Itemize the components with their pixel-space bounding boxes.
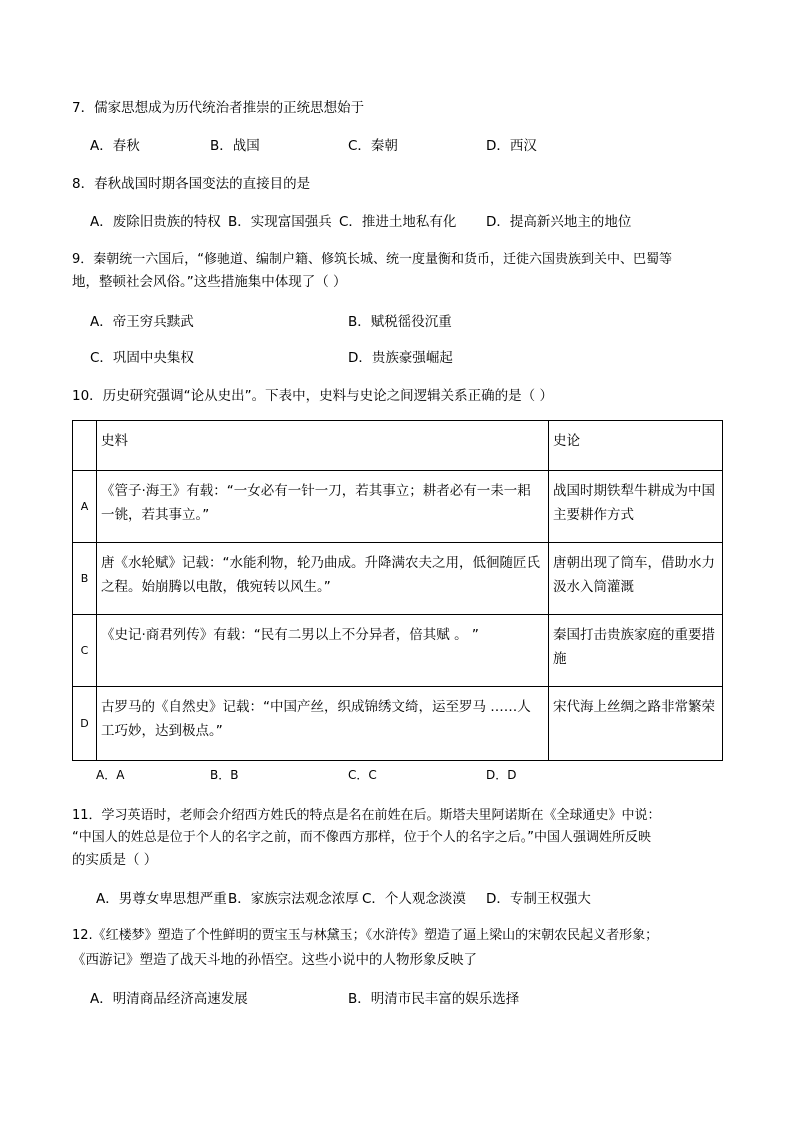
table-row-label: C [73,615,97,687]
question-12-stem-line-1: 12.《红楼梦》塑造了个性鲜明的贾宝玉与林黛玉；《水浒传》塑造了逼上梁山的宋朝农民起义者形象； [72,928,659,943]
table-row [73,615,723,687]
q11-option-c: C．个人观念淡漠 [362,891,466,907]
q9-option-a: A．帝王穷兵黩武 [90,314,194,330]
q10-option-a: A．A [96,768,125,782]
table-header-source: 史料 [97,421,549,471]
table-row [73,543,723,615]
table-header-row [73,421,723,471]
table-cell-source: 古罗马的《自然史》记载：“中国产丝，织成锦绣文绮，运至罗马 ……人工巧妙，达到极点。” [97,687,549,761]
table-cell-conclusion: 宋代海上丝绸之路非常繁荣 [549,687,723,761]
table-header-conclusion: 史论 [549,421,723,471]
q9-option-d: D．贵族豪强崛起 [348,350,453,366]
q10-option-b: B．B [210,768,239,782]
question-7-stem: 7．儒家思想成为历代统治者推崇的正统思想始于 [72,100,365,116]
question-8-stem: 8．春秋战国时期各国变法的直接目的是 [72,176,311,192]
q11-option-d: D．专制王权强大 [486,891,591,907]
q11-option-a: A．男尊女卑思想严重 [96,891,227,907]
question-9-stem-line-1: 9．秦朝统一六国后，“修驰道、编制户籍、修筑长城、统一度量衡和货币，迁徙六国贵族到关中、巴蜀等 [72,252,673,267]
table-row [73,471,723,543]
history-source-table [72,420,723,761]
q12-option-a: A．明清商品经济高速发展 [90,991,248,1007]
table-row-label: B [73,543,97,615]
table-cell-source: 唐《水轮赋》记载：“水能利物，轮乃曲成。升降满农夫之用，低徊随匠氏之程。始崩腾以电散，俄宛转以风生。” [97,543,549,615]
question-11-stem-line-1: 11．学习英语时，老师会介绍西方姓氏的特点是名在前姓在后。斯塔夫里阿诺斯在《全球通史》中说： [72,808,661,823]
q7-option-a: A．春秋 [90,138,140,154]
q7-option-b: B．战国 [210,138,260,154]
q7-option-c: C．秦朝 [348,138,398,154]
q12-option-b: B．明清市民丰富的娱乐选择 [348,991,520,1007]
question-11-stem-line-2: “中国人的姓总是位于个人的名字之前，而不像西方那样，位于个人的名字之后。”中国人强调姓所反映 [72,830,651,845]
q8-option-c: C．推进土地私有化 [339,214,457,230]
table-cell-conclusion: 秦国打击贵族家庭的重要措施 [549,615,723,687]
q10-option-c: C．C [348,768,377,782]
table-row-label: A [73,471,97,543]
q10-option-d: D．D [486,768,517,782]
q11-option-b: B．家族宗法观念浓厚 [228,891,359,907]
question-12-stem-line-2: 《西游记》塑造了战天斗地的孙悟空。这些小说中的人物形象反映了 [72,952,477,968]
table-cell-source: 《史记·商君列传》有载：“民有二男以上不分异者，倍其赋 。 ” [97,615,549,687]
table-row [73,687,723,761]
question-10-stem: 10．历史研究强调“论从史出”。下表中，史料与史论之间逻辑关系正确的是（ ） [72,388,553,404]
table-row-label: D [73,687,97,761]
q9-option-c: C．巩固中央集权 [90,350,194,366]
q8-option-b: B．实现富国强兵 [228,214,332,230]
question-11-stem-line-3: 的实质是（ ） [72,852,158,868]
table-cell-source: 《管子·海王》有载：“一女必有一针一刀，若其事立；耕者必有一耒一耜一铫，若其事立。” [97,471,549,543]
question-9-stem-line-2: 地，整顿社会风俗。”这些措施集中体现了（ ） [72,274,347,290]
table-cell-conclusion: 战国时期铁犁牛耕成为中国主要耕作方式 [549,471,723,543]
table-cell-conclusion: 唐朝出现了筒车，借助水力汲水入筒灌溉 [549,543,723,615]
q7-option-d: D．西汉 [486,138,537,154]
q8-option-a: A．废除旧贵族的特权 [90,214,221,230]
q9-option-b: B．赋税徭役沉重 [348,314,452,330]
table-header-label-cell [73,421,97,471]
q8-option-d: D．提高新兴地主的地位 [486,214,632,230]
